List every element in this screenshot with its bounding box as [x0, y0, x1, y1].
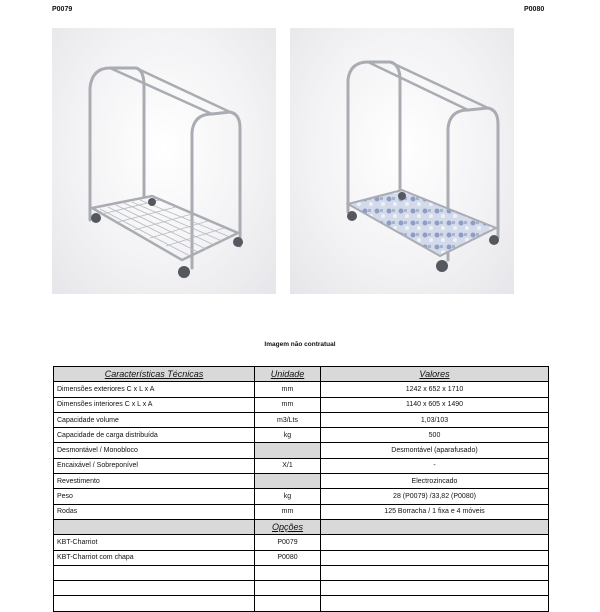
option-code: P0079 — [255, 535, 321, 550]
option-code — [255, 565, 321, 580]
value-cell: 1242 x 652 x 1710 — [321, 382, 549, 397]
feature-cell: Desmontável / Monobloco — [54, 443, 255, 458]
option-row — [54, 596, 549, 611]
feature-cell: Rodas — [54, 504, 255, 519]
option-name: KBT-Charriot com chapa — [54, 550, 255, 565]
table-row — [54, 412, 549, 427]
unit-cell: m3/Lts — [255, 412, 321, 427]
image-disclaimer: Imagem não contratual — [264, 341, 336, 348]
feature-cell: Encaixável / Sobreponível — [54, 458, 255, 473]
table-row — [54, 382, 549, 397]
value-cell: 1,03/103 — [321, 412, 549, 427]
plate-trolley-illustration — [290, 28, 514, 294]
options-title: Opções — [255, 519, 321, 534]
feature-cell: Dimensões interiores C x L x A — [54, 397, 255, 412]
unit-cell: kg — [255, 489, 321, 504]
table-row — [54, 428, 549, 443]
option-code — [255, 596, 321, 611]
option-name — [54, 596, 255, 611]
option-row — [54, 581, 549, 596]
header-value: Valores — [321, 367, 549, 382]
value-cell: 28 (P0079) /33,82 (P0080) — [321, 489, 549, 504]
value-cell: Desmontável (aparafusado) — [321, 443, 549, 458]
value-cell: 500 — [321, 428, 549, 443]
unit-cell: kg — [255, 428, 321, 443]
option-extra — [321, 565, 549, 580]
table-row — [54, 397, 549, 412]
unit-cell — [255, 443, 321, 458]
option-extra — [321, 581, 549, 596]
header-unit: Unidade — [255, 367, 321, 382]
option-row — [54, 565, 549, 580]
table-row — [54, 458, 549, 473]
value-cell: 1140 x 605 x 1490 — [321, 397, 549, 412]
option-name: KBT-Charriot — [54, 535, 255, 550]
table-row — [54, 443, 549, 458]
option-row — [54, 535, 549, 550]
product-code-right: P0080 — [524, 6, 545, 13]
unit-cell: mm — [255, 397, 321, 412]
unit-cell: mm — [255, 382, 321, 397]
options-header-row — [54, 519, 549, 534]
option-extra — [321, 550, 549, 565]
header-feature: Características Técnicas — [54, 367, 255, 382]
value-cell: 125 Borracha / 1 fixa e 4 móveis — [321, 504, 549, 519]
table-row — [54, 489, 549, 504]
unit-cell: X/1 — [255, 458, 321, 473]
options-header-spacer — [54, 519, 255, 534]
table-header-row — [54, 367, 549, 382]
table-row — [54, 504, 549, 519]
option-extra — [321, 596, 549, 611]
feature-cell: Dimensões exteriores C x L x A — [54, 382, 255, 397]
feature-cell: Revestimento — [54, 474, 255, 489]
unit-cell — [255, 474, 321, 489]
options-header-spacer — [321, 519, 549, 534]
product-image-plate-trolley — [290, 28, 514, 294]
option-code: P0080 — [255, 550, 321, 565]
feature-cell: Capacidade volume — [54, 412, 255, 427]
option-row — [54, 550, 549, 565]
technical-specs-table — [53, 366, 549, 612]
unit-cell: mm — [255, 504, 321, 519]
table-row — [54, 474, 549, 489]
product-image-wire-trolley — [52, 28, 276, 294]
option-name — [54, 581, 255, 596]
feature-cell: Peso — [54, 489, 255, 504]
option-extra — [321, 535, 549, 550]
feature-cell: Capacidade de carga distribuída — [54, 428, 255, 443]
wire-trolley-illustration — [52, 28, 276, 294]
option-name — [54, 565, 255, 580]
value-cell: - — [321, 458, 549, 473]
value-cell: Electrozincado — [321, 474, 549, 489]
option-code — [255, 581, 321, 596]
product-code-left: P0079 — [52, 6, 73, 13]
